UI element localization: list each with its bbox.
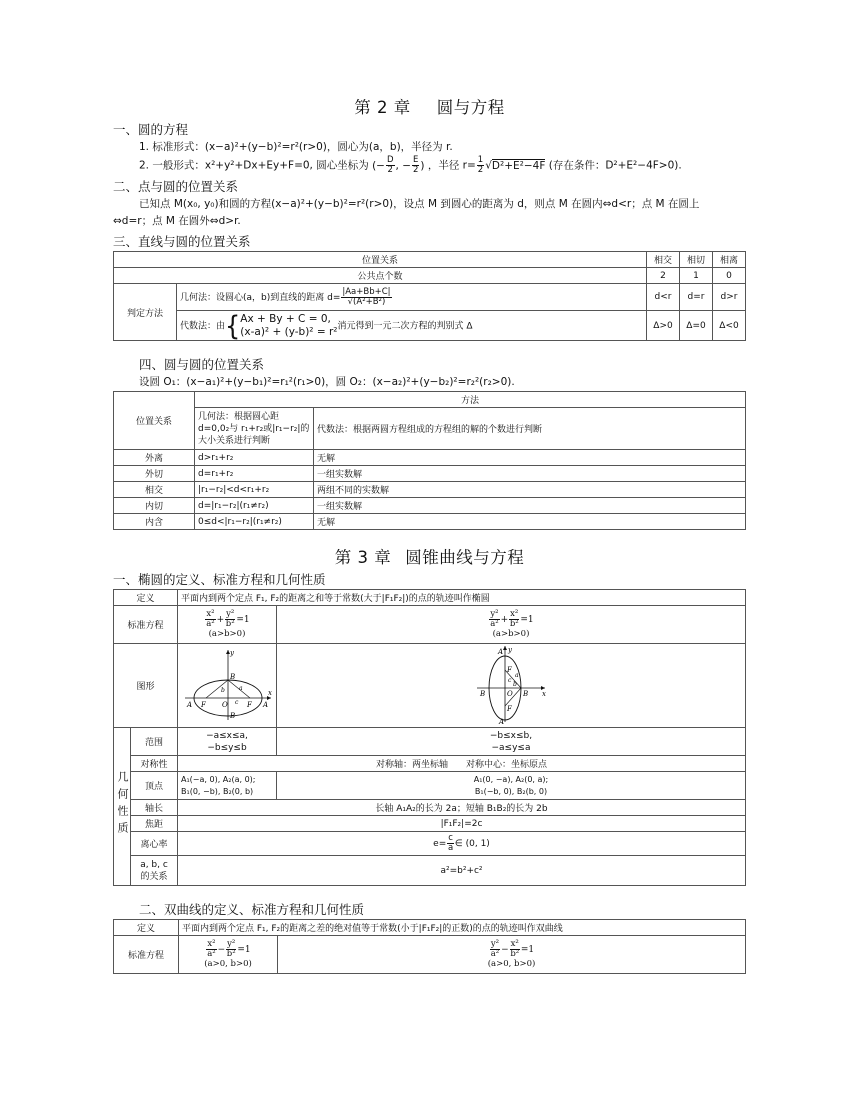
vertex-vertical bbox=[277, 772, 746, 800]
def-label: 定义 bbox=[114, 920, 179, 936]
header-method: 方法 bbox=[195, 392, 746, 408]
existence-condition: (存在条件：D²+E²−4F>0). bbox=[548, 159, 682, 172]
svg-text:B: B bbox=[523, 690, 529, 698]
geometric-cell: d=r₁+r₂ bbox=[195, 466, 314, 482]
condition: (a>0, b>0) bbox=[487, 959, 536, 969]
svg-text:O: O bbox=[222, 701, 228, 709]
chapter-number: 第 3 章 bbox=[334, 548, 392, 567]
ellipse-definition: 平面内到两个定点 F₁, F₂的距离之和等于常数(大于|F₁F₂|)的点的轨迹叫作椭圆 bbox=[178, 590, 746, 606]
ellipse-figure-vertical bbox=[277, 644, 746, 728]
table-row bbox=[114, 450, 746, 466]
header-separate: 相离 bbox=[713, 252, 746, 268]
algebraic-text: 代数法：由 bbox=[180, 321, 226, 331]
equation: $\frac{\text{y²}}{\text{a²}}$ + $\frac{\text{x²}}{\text{b²}}$ =1 bbox=[490, 609, 534, 629]
range-horizontal bbox=[178, 728, 277, 756]
hyperbola-definition: 平面内到两个定点 F₁, F₂的距离之差的绝对值等于常数(小于|F₁F₂|的正数)的点的轨迹叫作双曲线 bbox=[179, 920, 746, 936]
table-cell: d<r bbox=[647, 284, 680, 311]
circle-circle-table bbox=[113, 391, 746, 530]
svg-text:F: F bbox=[507, 705, 512, 713]
relation-cell: 相交 bbox=[114, 482, 195, 498]
relation-cell: 内切 bbox=[114, 498, 195, 514]
distance-denominator: √(A²+B²) bbox=[347, 296, 386, 307]
svg-text:A: A bbox=[499, 718, 505, 724]
svg-text:B: B bbox=[230, 673, 236, 681]
geometric-text: 几何法：设圆心(a，b)到直线的距离 d= bbox=[180, 292, 341, 303]
svg-text:x: x bbox=[268, 689, 272, 697]
section-hyperbola: 二、双曲线的定义、标准方程和几何性质 bbox=[139, 902, 365, 917]
table-cell: 0 bbox=[713, 268, 746, 284]
chapter-name: 圆锥曲线与方程 bbox=[405, 548, 525, 567]
vertex-a: A₁(−a, 0), A₂(a, 0); bbox=[181, 774, 256, 784]
svg-text:y: y bbox=[508, 646, 512, 654]
geometric-method bbox=[177, 284, 647, 311]
table-row bbox=[114, 482, 746, 498]
svg-text:y: y bbox=[230, 649, 234, 657]
chapter-2-title bbox=[113, 94, 746, 118]
hyperbola-table bbox=[113, 919, 746, 974]
algebraic-cell: 无解 bbox=[314, 514, 746, 530]
geometric-cell: d=|r₁−r₂|(r₁≠r₂) bbox=[195, 498, 314, 514]
header-relation: 位置关系 bbox=[114, 392, 195, 450]
hyperbola-eq-vertical bbox=[278, 936, 746, 974]
chapter-name: 圆与方程 bbox=[436, 98, 505, 117]
section-ellipse: 一、椭圆的定义、标准方程和几何性质 bbox=[113, 572, 326, 587]
section-circle-equation: 一、圆的方程 bbox=[113, 122, 189, 137]
geometric-cell: d>r₁+r₂ bbox=[195, 450, 314, 466]
table-cell: Δ=0 bbox=[680, 311, 713, 341]
header-relation: 位置关系 bbox=[114, 252, 647, 268]
range-y: −a≤y≤a bbox=[491, 742, 531, 753]
table-row bbox=[114, 514, 746, 530]
svg-text:a: a bbox=[515, 672, 519, 679]
sqrt-expression: √D²+E²−4F bbox=[485, 159, 546, 172]
common-points-label: 公共点个数 bbox=[114, 268, 647, 284]
geometric-properties-label bbox=[114, 728, 131, 886]
general-form-text: 2. 一般形式：x²+y²+Dx+Ey+F=0, 圆心坐标为 bbox=[139, 159, 369, 172]
symmetry-value: 对称轴：两坐标轴 对称中心：坐标原点 bbox=[178, 756, 746, 772]
figure-label: 图形 bbox=[114, 644, 178, 728]
std-eq-label: 标准方程 bbox=[114, 606, 178, 644]
center-coordinates: (− $\frac{D}{2}$ , − $\frac{E}{2}$ ) bbox=[372, 155, 425, 175]
eccentricity-label: 离心率 bbox=[131, 832, 178, 856]
geometric-cell: |r₁−r₂|<d<r₁+r₂ bbox=[195, 482, 314, 498]
ellipse-eq-vertical bbox=[277, 606, 746, 644]
equation: $\frac{\text{y²}}{\text{a²}}$ − $\frac{\text{x²}}{\text{b²}}$ =1 bbox=[490, 939, 535, 959]
vertex-b: B₁(−b, 0), B₂(b, 0) bbox=[474, 786, 548, 796]
std-eq-label: 标准方程 bbox=[114, 936, 179, 974]
svg-text:c: c bbox=[235, 699, 239, 706]
ellipse-eq-horizontal bbox=[178, 606, 277, 644]
relation-cell: 外离 bbox=[114, 450, 195, 466]
section-point-circle: 二、点与圆的位置关系 bbox=[113, 179, 239, 194]
equation: $\frac{\text{x²}}{\text{a²}}$ − $\frac{\text{y²}}{\text{b²}}$ =1 bbox=[207, 939, 251, 959]
table-cell: 1 bbox=[680, 268, 713, 284]
header-geometric: 几何法：根据圆心距 d=0,0₂与 r₁+r₂或|r₁−r₂|的大小关系进行判断 bbox=[195, 408, 314, 450]
vertex-label: 顶点 bbox=[131, 772, 178, 800]
range-y: −b≤y≤b bbox=[207, 742, 247, 753]
header-intersect: 相交 bbox=[647, 252, 680, 268]
axis-length-value: 长轴 A₁A₂的长为 2a；短轴 B₁B₂的长为 2b bbox=[178, 800, 746, 816]
vertical-label: 几何性质 bbox=[116, 771, 129, 839]
svg-text:B: B bbox=[480, 690, 486, 698]
ellipse-figure-horizontal bbox=[178, 644, 277, 728]
range-label: 范围 bbox=[131, 728, 178, 756]
svg-text:F: F bbox=[507, 666, 512, 674]
condition: (a>b>0) bbox=[208, 629, 246, 639]
svg-text:b: b bbox=[221, 687, 225, 694]
chapter-number: 第 2 章 bbox=[354, 98, 411, 117]
svg-text:O: O bbox=[507, 690, 513, 698]
general-form-line bbox=[113, 156, 746, 175]
svg-text:x: x bbox=[542, 690, 546, 698]
discriminant-text: 消元得到一元二次方程的判别式 Δ bbox=[337, 321, 473, 331]
condition: (a>0, b>0) bbox=[204, 959, 252, 969]
algebraic-cell: 两组不同的实数解 bbox=[314, 482, 746, 498]
vertical-ellipse-graph bbox=[471, 644, 551, 724]
half-fraction: $\frac{1}{2}$ bbox=[477, 155, 484, 175]
abc-relation-value: a²=b²+c² bbox=[178, 856, 746, 886]
vertex-b: B₁(0, −b), B₂(0, b) bbox=[181, 786, 254, 796]
horizontal-ellipse-graph bbox=[181, 646, 273, 722]
geometric-cell: 0≤d<|r₁−r₂|(r₁≠r₂) bbox=[195, 514, 314, 530]
hyperbola-eq-horizontal bbox=[179, 936, 278, 974]
distance-numerator: |Aa+Bb+C| bbox=[342, 286, 391, 297]
relation-text: 的关系 bbox=[140, 871, 168, 882]
range-vertical bbox=[277, 728, 746, 756]
svg-text:b: b bbox=[513, 681, 517, 688]
table-cell: d=r bbox=[680, 284, 713, 311]
range-x: −a≤x≤a, bbox=[206, 730, 248, 741]
table-cell: Δ>0 bbox=[647, 311, 680, 341]
axis-length-label: 轴长 bbox=[131, 800, 178, 816]
svg-text:F: F bbox=[247, 701, 252, 709]
vertex-horizontal bbox=[178, 772, 277, 800]
table-cell: d>r bbox=[713, 284, 746, 311]
relation-cell: 内含 bbox=[114, 514, 195, 530]
abc-text: a, b, c bbox=[140, 859, 168, 870]
range-x: −b≤x≤b, bbox=[489, 730, 533, 741]
svg-text:A: A bbox=[263, 701, 269, 709]
algebraic-cell: 一组实数解 bbox=[314, 498, 746, 514]
equation-circle: (x-a)² + (y-b)² = r² bbox=[240, 325, 338, 338]
def-label: 定义 bbox=[114, 590, 178, 606]
section-circle-circle: 四、圆与圆的位置关系 bbox=[139, 357, 265, 372]
eccentricity-range: ∈ (0, 1) bbox=[454, 839, 490, 849]
chapter-3-title bbox=[113, 544, 746, 568]
standard-form-line: 1. 标准形式：(x−a)²+(y−b)²=r²(r>0)，圆心为(a，b)，半径为 r. bbox=[139, 141, 453, 153]
point-circle-line-1: 已知点 M(x₀, y₀)和圆的方程(x−a)²+(y−b)²=r²(r>0)，设点 M 到圆心的距离为 d，则点 M 在圆内⇔d<r；点 M 在圆上 bbox=[139, 198, 700, 210]
eccentricity-value: e= $\frac{c}{a}$ ∈ (0, 1) bbox=[178, 832, 746, 856]
algebraic-method bbox=[177, 311, 647, 341]
svg-text:a: a bbox=[239, 685, 243, 692]
algebraic-cell: 无解 bbox=[314, 450, 746, 466]
algebraic-cell: 一组实数解 bbox=[314, 466, 746, 482]
vertex-a: A₁(0, −a), A₂(0, a); bbox=[473, 774, 549, 784]
focal-length-label: 焦距 bbox=[131, 816, 178, 832]
equation-system bbox=[240, 313, 337, 339]
ellipse-table bbox=[113, 589, 746, 886]
svg-text:A: A bbox=[498, 648, 504, 656]
line-circle-table bbox=[113, 251, 746, 341]
judge-method-label: 判定方法 bbox=[114, 284, 177, 341]
table-row bbox=[114, 466, 746, 482]
svg-text:F: F bbox=[201, 701, 206, 709]
radius-text: ，半径 r= bbox=[427, 159, 476, 172]
table-row bbox=[114, 498, 746, 514]
left-brace: { bbox=[225, 310, 241, 341]
svg-text:c: c bbox=[508, 677, 512, 684]
condition: (a>b>0) bbox=[492, 629, 530, 639]
relation-cell: 外切 bbox=[114, 466, 195, 482]
point-circle-line-2: ⇔d=r；点 M 在圆外⇔d>r. bbox=[113, 215, 241, 227]
equation: $\frac{\text{x²}}{\text{a²}}$ + $\frac{\text{y²}}{\text{b²}}$ =1 bbox=[206, 609, 250, 629]
focal-length-value: |F₁F₂|=2c bbox=[178, 816, 746, 832]
abc-relation-label bbox=[131, 856, 178, 886]
equation-line: Ax + By + C = 0, bbox=[240, 312, 331, 325]
svg-text:B: B bbox=[230, 712, 236, 720]
table-cell: Δ<0 bbox=[713, 311, 746, 341]
distance-fraction bbox=[341, 288, 391, 307]
symmetry-label: 对称性 bbox=[131, 756, 178, 772]
document-page bbox=[113, 90, 746, 974]
two-circles-line: 设圆 O₁：(x−a₁)²+(y−b₁)²=r₁²(r₁>0)，圆 O₂：(x−a₂)²+(y−b₂)²=r₂²(r₂>0). bbox=[139, 376, 515, 388]
header-tangent: 相切 bbox=[680, 252, 713, 268]
section-line-circle: 三、直线与圆的位置关系 bbox=[113, 234, 251, 249]
table-cell: 2 bbox=[647, 268, 680, 284]
header-algebraic: 代数法：根据两圆方程组成的方程组的解的个数进行判断 bbox=[314, 408, 746, 450]
svg-text:A: A bbox=[187, 701, 193, 709]
